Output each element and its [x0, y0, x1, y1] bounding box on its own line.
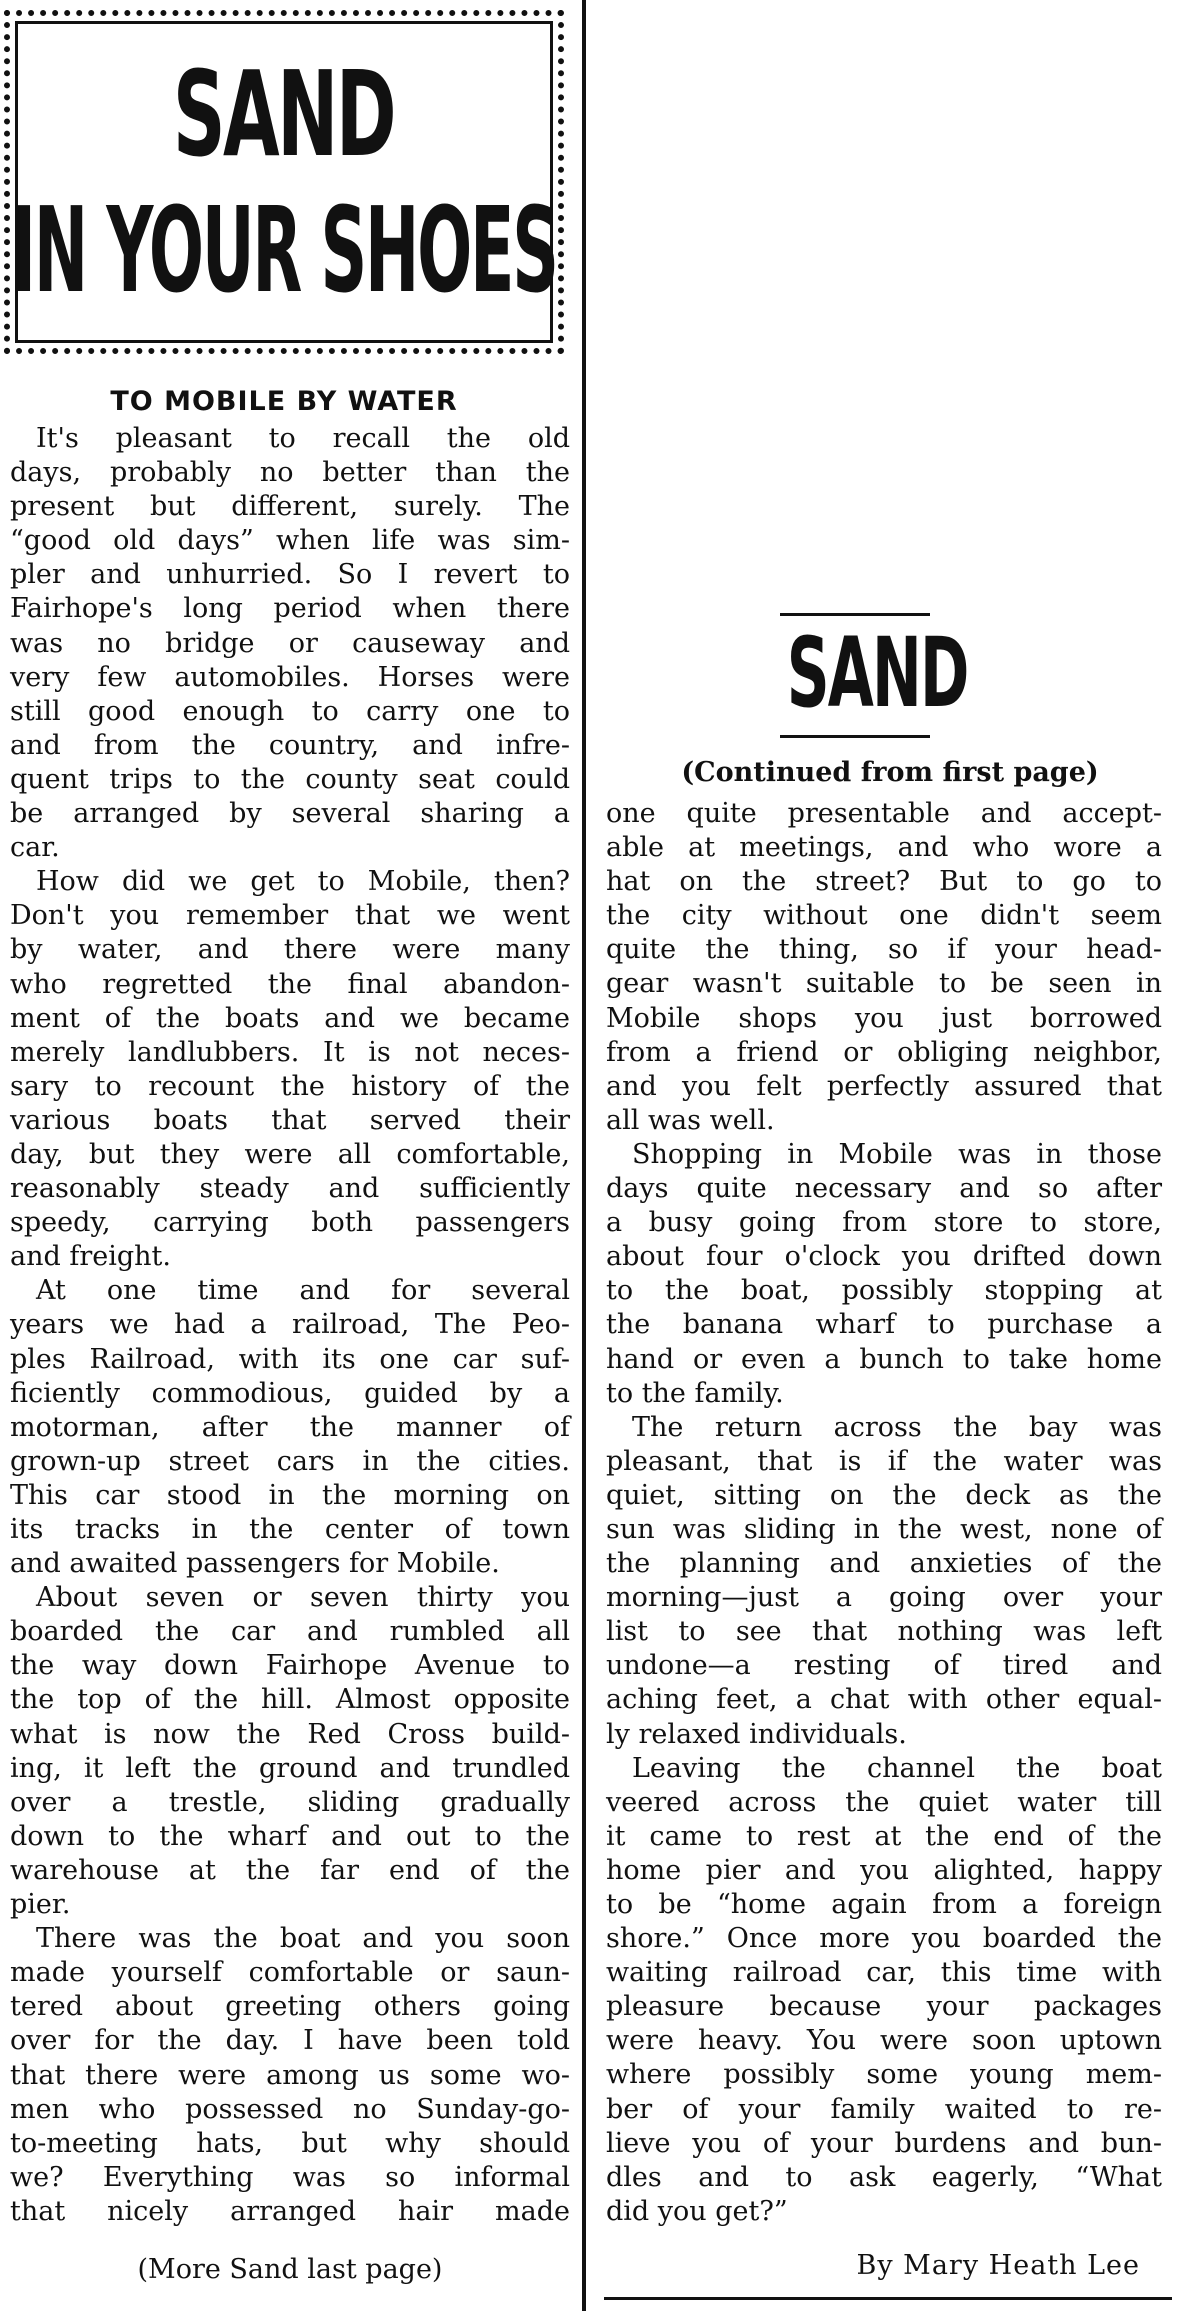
text-line: Leaving the channel the boat	[632, 1752, 1162, 1784]
text-line: able at meetings, and who wore a	[606, 832, 1162, 864]
byline: By Mary Heath Lee	[856, 2250, 1140, 2281]
text-line: ficiently commodious, guided by a	[10, 1377, 570, 1409]
text-line: There was the boat and you soon	[36, 1923, 570, 1955]
text-line: present but different, surely. The	[10, 491, 570, 523]
text-line: quiet, sitting on the deck as the	[606, 1479, 1162, 1511]
text-line: it came to rest at the end of the	[606, 1820, 1162, 1852]
text-line: and awaited passengers for Mobile.	[10, 1548, 500, 1580]
text-line: that nicely arranged hair made	[10, 2195, 570, 2227]
text-line: the banana wharf to purchase a	[606, 1309, 1162, 1341]
text-line: aching feet, a chat with other equal-	[606, 1684, 1162, 1716]
text-line: from a friend or obliging neighbor,	[606, 1036, 1162, 1068]
text-line: grown-up street cars in the cities.	[10, 1445, 570, 1477]
text-line: the way down Fairhope Avenue to	[10, 1650, 570, 1682]
text-line: home pier and you alighted, happy	[606, 1854, 1162, 1886]
text-line: sun was sliding in the west, none of	[606, 1513, 1162, 1545]
text-line: its tracks in the center of town	[10, 1514, 570, 1545]
text-line: pleasant, that is if the water was	[606, 1445, 1162, 1477]
text-line: the city without one didn't seem	[606, 900, 1162, 932]
text-line: day, but they were all comfortable,	[10, 1138, 570, 1170]
text-line: still good enough to carry one to	[10, 695, 570, 727]
text-line: ber of your family waited to re-	[606, 2093, 1162, 2125]
masthead-line-2: IN YOUR SHOES	[11, 181, 557, 319]
text-line: hand or even a bunch to take home	[606, 1343, 1162, 1375]
text-line: over for the day. I have been told	[10, 2025, 570, 2057]
text-line: list to see that nothing was left	[606, 1616, 1162, 1648]
text-line: days, probably no better than the	[10, 457, 570, 489]
text-line: “good old days” when life was sim-	[10, 525, 570, 557]
footer-rule	[604, 2297, 1172, 2300]
text-line: quent trips to the county seat could	[10, 763, 570, 795]
text-line: lieve you of your burdens and bun-	[606, 2127, 1162, 2159]
text-line: sary to recount the history of the	[10, 1070, 570, 1102]
text-line: and freight.	[10, 1241, 171, 1273]
text-line: down to the wharf and out to the	[10, 1820, 570, 1852]
text-line: did you get?”	[606, 2195, 788, 2227]
text-line: pler and unhurried. So I revert to	[10, 559, 570, 591]
text-line: the top of the hill. Almost opposite	[10, 1684, 570, 1716]
text-line: At one time and for several	[36, 1275, 570, 1307]
text-line: days quite necessary and so after	[606, 1173, 1162, 1205]
text-line: various boats that served their	[10, 1104, 570, 1136]
text-line: ing, it left the ground and trundled	[10, 1752, 570, 1784]
text-line: was no bridge or causeway and	[10, 627, 570, 659]
text-line: car.	[10, 832, 60, 864]
text-line: to be “home again from a foreign	[606, 1889, 1162, 1920]
text-line: How did we get to Mobile, then?	[36, 866, 570, 898]
text-line: merely landlubbers. It is not neces-	[10, 1036, 570, 1068]
continued-note: (More Sand last page)	[137, 2254, 443, 2285]
masthead-line-1: SAND	[173, 45, 395, 183]
text-line: to-meeting hats, but why should	[10, 2127, 570, 2159]
text-line: made yourself comfortable or saun-	[10, 1957, 570, 1989]
text-line: About seven or seven thirty you	[36, 1582, 570, 1614]
column-divider	[582, 0, 586, 2311]
text-line: gear wasn't suitable to be seen in	[606, 968, 1162, 1000]
article-body-left	[10, 422, 570, 2229]
head-rule-bottom	[780, 735, 930, 738]
text-line: morning—just a going over your	[606, 1582, 1162, 1614]
text-line: boarded the car and rumbled all	[10, 1616, 570, 1648]
text-line: It's pleasant to recall the old	[36, 423, 570, 454]
text-line: one quite presentable and accept-	[606, 798, 1162, 829]
text-line: about four o'clock you drifted down	[606, 1241, 1162, 1273]
text-line: shore.” Once more you boarded the	[606, 1923, 1162, 1955]
text-line: what is now the Red Cross build-	[10, 1718, 570, 1750]
text-line: be arranged by several sharing a	[10, 798, 570, 830]
text-line: ment of the boats and we became	[10, 1002, 570, 1034]
text-line: motorman, after the manner of	[10, 1411, 570, 1443]
text-line: Don't you remember that we went	[10, 900, 570, 932]
text-line: by water, and there were many	[10, 934, 570, 966]
text-line: that there were among us some wo-	[10, 2059, 570, 2091]
text-line: a busy going from store to store,	[606, 1207, 1162, 1239]
text-line: Mobile shops you just borrowed	[606, 1002, 1162, 1034]
text-line: all was well.	[606, 1104, 775, 1136]
text-line: very few automobiles. Horses were	[10, 661, 570, 693]
text-line: tered about greeting others going	[10, 1991, 570, 2023]
text-line: we? Everything was so informal	[10, 2161, 570, 2193]
text-line: ples Railroad, with its one car suf-	[10, 1343, 570, 1375]
text-line: and from the country, and infre-	[10, 729, 570, 761]
continued-from-note: (Continued from first page)	[681, 757, 1099, 788]
text-line: reasonably steady and sufficiently	[10, 1173, 570, 1205]
text-line: to the boat, possibly stopping at	[606, 1275, 1162, 1307]
text-line: the planning and anxieties of the	[606, 1548, 1162, 1580]
text-line: undone—a resting of tired and	[606, 1650, 1162, 1682]
text-line: hat on the street? But to go to	[606, 866, 1162, 898]
text-line: Fairhope's long period when there	[10, 593, 570, 625]
text-line: warehouse at the far end of the	[10, 1854, 570, 1886]
text-line: who regretted the final abandon-	[10, 968, 570, 1000]
text-line: Shopping in Mobile was in those	[632, 1138, 1162, 1170]
text-line: pleasure because your packages	[606, 1991, 1162, 2023]
article-body-right	[606, 797, 1162, 2229]
text-line: The return across the bay was	[632, 1411, 1162, 1443]
article-title: TO MOBILE BY WATER	[110, 386, 458, 417]
text-line: waiting railroad car, this time with	[606, 1957, 1162, 1989]
text-line: This car stood in the morning on	[10, 1479, 570, 1511]
text-line: veered across the quiet water till	[606, 1786, 1162, 1818]
text-line: where possibly some young mem-	[606, 2059, 1162, 2091]
text-line: to the family.	[606, 1377, 784, 1409]
text-line: dles and to ask eagerly, “What	[606, 2161, 1162, 2193]
text-line: over a trestle, sliding gradually	[10, 1786, 570, 1818]
continuation-head: SAND	[786, 617, 968, 729]
column-masthead	[4, 10, 564, 354]
text-line: quite the thing, so if your head-	[606, 934, 1162, 966]
text-line: and you felt perfectly assured that	[606, 1070, 1162, 1102]
text-line: ly relaxed individuals.	[606, 1718, 907, 1750]
text-line: years we had a railroad, The Peo-	[10, 1309, 570, 1341]
text-line: were heavy. You were soon uptown	[606, 2025, 1162, 2057]
text-line: pier.	[10, 1889, 71, 1921]
text-line: men who possessed no Sunday-go-	[10, 2093, 570, 2125]
head-rule-top	[780, 613, 930, 616]
text-line: speedy, carrying both passengers	[10, 1207, 570, 1239]
